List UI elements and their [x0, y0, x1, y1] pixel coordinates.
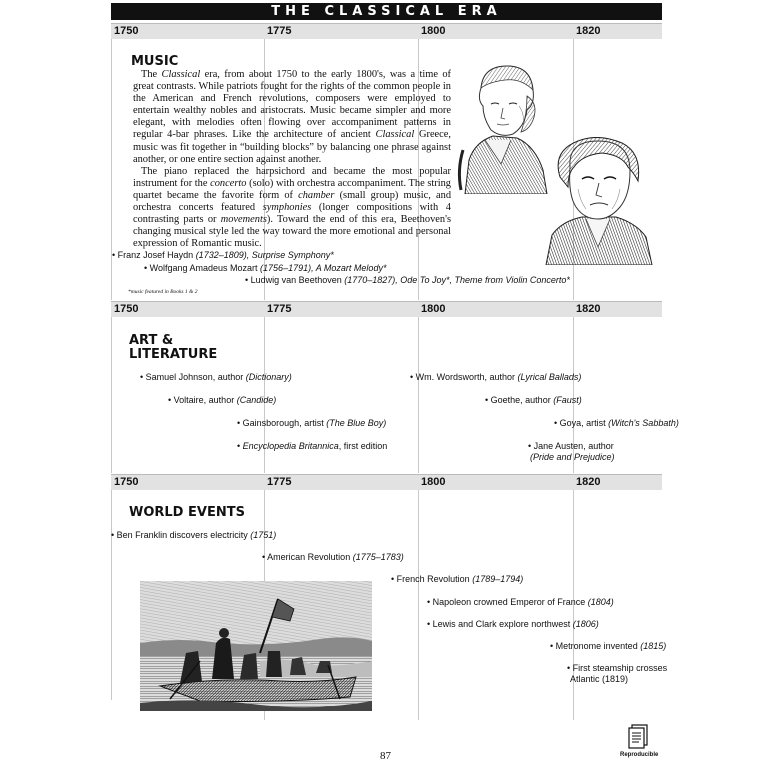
mozart-portrait — [455, 60, 551, 194]
art-item-detail: (Witch's Sabbath) — [608, 418, 679, 428]
world-event-napoleon — [427, 597, 614, 608]
composer-detail: (1770–1827), Ode To Joy*, Theme from Violin Concerto* — [344, 275, 570, 285]
year-label: 1820 — [576, 25, 601, 37]
italic-term: symphonies — [262, 202, 312, 214]
italic-term: Classical — [161, 69, 201, 80]
composer-haydn — [112, 250, 334, 261]
left-border — [111, 317, 112, 473]
italic-term: Classical — [375, 129, 415, 141]
art-item-name: • Goya, artist — [554, 418, 609, 428]
art-item-name: • Gainsborough, artist — [237, 418, 327, 428]
italic-term: movements — [220, 214, 267, 226]
art-item-detail: (Candide) — [236, 395, 277, 405]
beethoven-portrait — [542, 137, 656, 265]
year-label: 1820 — [576, 476, 601, 488]
world-event-franklin — [111, 530, 276, 541]
text-run: Greece, music was fit together in “building blocks” by balancing one phrase against another, or one entire section against another. — [133, 129, 451, 165]
art-item-name: • — [237, 441, 243, 451]
page-title: THE CLASSICAL ERA — [111, 3, 662, 20]
art-item-goethe — [485, 395, 582, 406]
art-item-detail: Encyclopedia Britannica — [242, 441, 339, 451]
world-event-metronome — [550, 641, 666, 652]
reproducible-label: Reproducible — [620, 752, 659, 758]
art-item-britannica — [237, 441, 387, 452]
text-run: The piano replaced the harpsichord and became the most popular instrument for the — [133, 165, 451, 189]
world-event-steamship — [567, 663, 667, 685]
text-run: ). Toward the end of this era, Beethoven's changing musical style led the way toward the more emotional and personal expression of Romantic music. — [133, 214, 451, 250]
year-label: 1800 — [421, 476, 446, 488]
world-event-detail: (1806) — [572, 619, 599, 629]
art-item-voltaire — [168, 395, 276, 406]
year-label: 1750 — [114, 476, 139, 488]
composer-name: • Wolfgang Amadeus Mozart — [144, 263, 261, 273]
art-item-name: • Voltaire, author — [168, 395, 237, 405]
year-bar — [111, 301, 662, 317]
composer-mozart — [144, 263, 386, 274]
text-run: The — [141, 69, 162, 80]
world-event-name: • French Revolution — [391, 574, 473, 584]
year-label: 1750 — [114, 25, 139, 37]
world-event-name: • First steamship crosses — [567, 663, 668, 673]
music-heading: MUSIC — [131, 54, 179, 69]
page-number: 87 — [380, 750, 391, 762]
composer-detail: (1756–1791), A Mozart Melody* — [260, 263, 387, 273]
world-event-name: • Metronome invented — [550, 641, 641, 651]
composer-name: • Franz Josef Haydn — [112, 250, 196, 260]
left-border — [111, 490, 112, 700]
year-label: 1820 — [576, 303, 601, 315]
world-event-detail: (1815) — [640, 641, 667, 651]
text-run: (small group) music, and orchestra concerts featured — [133, 189, 452, 214]
art-item-gainsborough — [237, 418, 386, 429]
art-item-tail: , first edition — [338, 441, 388, 451]
year-label: 1800 — [421, 303, 446, 315]
composer-beethoven — [245, 275, 570, 286]
world-event-detail: Atlantic (1819) — [570, 674, 629, 684]
text-run: era, from about 1750 to the early 1800's, was a time of great contrasts. While patriots fought for the rights of the common people in the American and French revolutions, composers were employed to entertain wealthy nobles and aristocrats. Music became simpler and more elegant, with melodies often flowing over accompaniment patterns in regular 4-bar phrases. Like the architecture of ancient — [133, 69, 451, 141]
year-bar — [111, 474, 662, 490]
world-event-american-revolution — [262, 552, 404, 563]
year-label: 1800 — [421, 25, 446, 37]
year-label: 1750 — [114, 303, 139, 315]
world-event-detail: (1775–1783) — [352, 552, 404, 562]
art-item-name: • Wm. Wordsworth, author — [410, 372, 518, 382]
art-item-austen — [528, 441, 615, 463]
art-item-detail: (The Blue Boy) — [326, 418, 387, 428]
art-item-name: • Jane Austen, author — [528, 441, 614, 451]
timeline-gridline — [418, 490, 419, 720]
art-item-detail: (Pride and Prejudice) — [530, 452, 615, 462]
art-item-name: • Goethe, author — [485, 395, 554, 405]
art-heading-line1: ART & — [129, 333, 174, 348]
year-bar — [111, 23, 662, 39]
art-item-detail: (Dictionary) — [245, 372, 292, 382]
world-event-name: • American Revolution — [262, 552, 353, 562]
composer-name: • Ludwig van Beethoven — [245, 275, 345, 285]
art-item-detail: (Lyrical Ballads) — [517, 372, 582, 382]
world-event-detail: (1804) — [587, 597, 614, 607]
world-event-french-revolution — [391, 574, 523, 585]
art-item-wordsworth — [410, 372, 581, 383]
washington-crossing-engraving — [140, 581, 372, 711]
music-description — [133, 69, 451, 250]
text-run: (longer compositions with 4 contrasting parts or — [133, 202, 452, 226]
world-event-name: • Ben Franklin discovers electricity — [111, 530, 251, 540]
world-event-lewis-clark — [427, 619, 599, 630]
world-event-name: • Lewis and Clark explore northwest — [427, 619, 573, 629]
art-item-johnson — [140, 372, 292, 383]
world-event-name: • Napoleon crowned Emperor of France — [427, 597, 588, 607]
italic-term: concerto — [210, 177, 247, 189]
art-item-goya — [554, 418, 679, 429]
year-label: 1775 — [267, 25, 292, 37]
italic-term: chamber — [298, 189, 335, 201]
year-label: 1775 — [267, 303, 292, 315]
text-run: (solo) with orchestra accompaniment. The string quartet became the favorite form of — [133, 177, 451, 201]
art-heading-line2: LITERATURE — [129, 347, 218, 362]
document-icon — [627, 724, 649, 750]
composer-detail: (1732–1809), Surprise Symphony* — [195, 250, 334, 260]
world-event-detail: (1751) — [250, 530, 277, 540]
art-item-detail: (Faust) — [553, 395, 582, 405]
music-footnote: *music featured in Books 1 & 2 — [128, 289, 198, 295]
world-event-detail: (1789–1794) — [472, 574, 524, 584]
world-heading: WORLD EVENTS — [129, 505, 245, 520]
music-paragraph-1 — [133, 69, 451, 166]
art-item-name: • Samuel Johnson, author — [140, 372, 246, 382]
music-paragraph-2 — [133, 166, 451, 251]
year-label: 1775 — [267, 476, 292, 488]
timeline-gridline — [418, 317, 419, 473]
